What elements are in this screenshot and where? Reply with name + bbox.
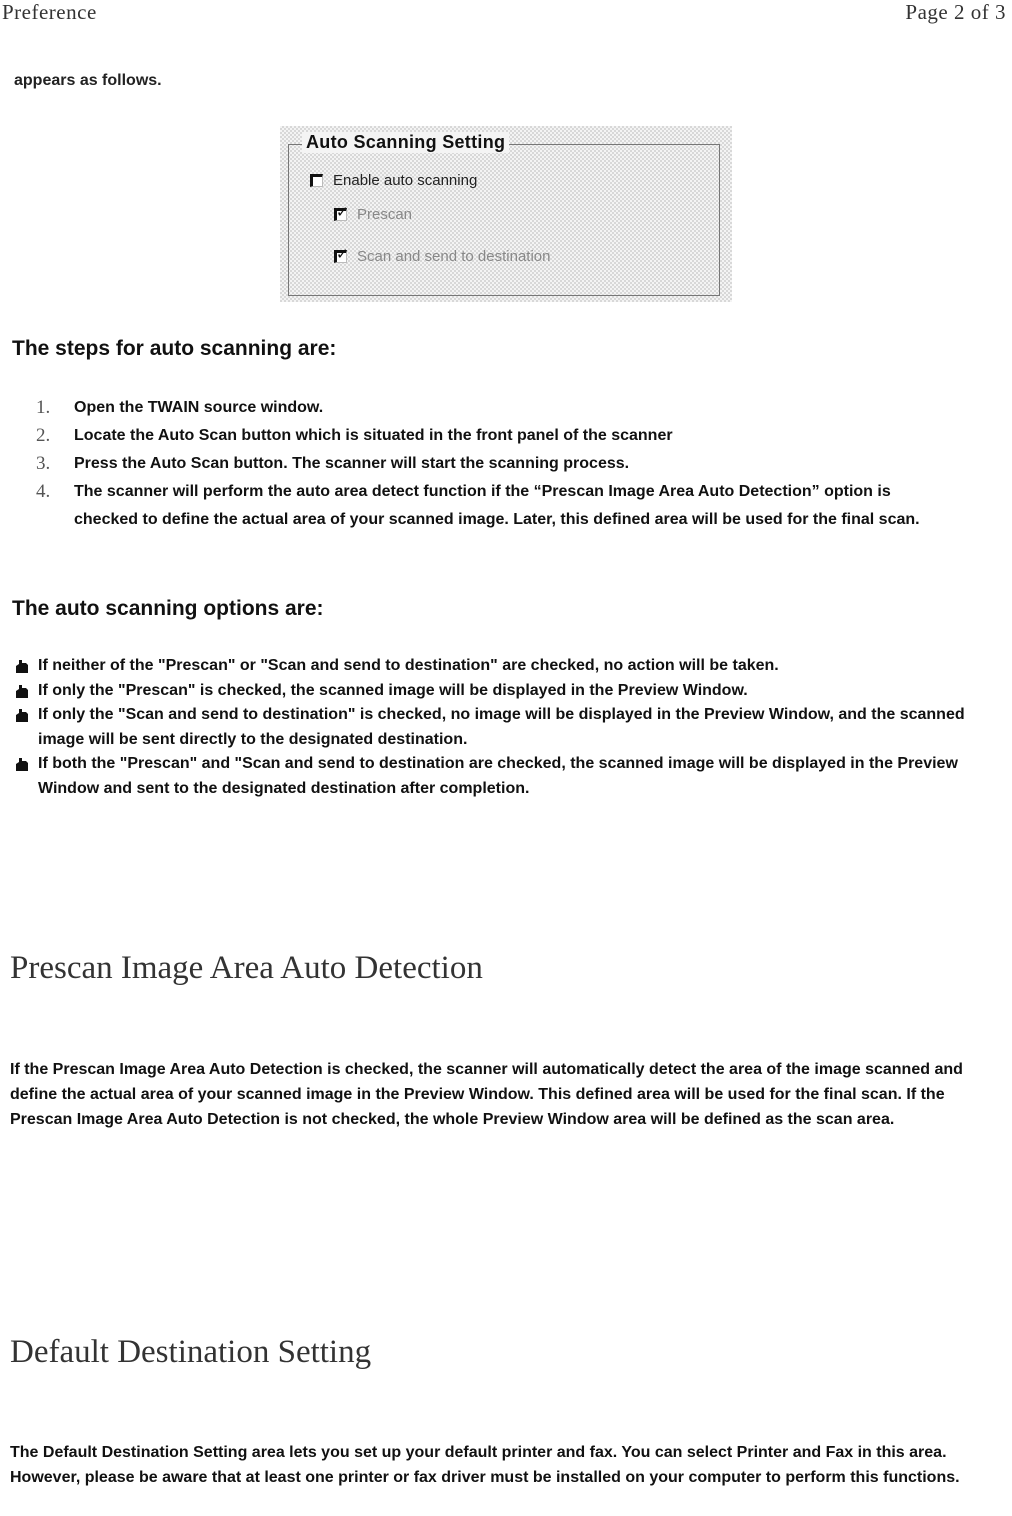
checkmark-icon: ✓: [336, 204, 349, 221]
step-text: Open the TWAIN source window.: [74, 399, 324, 416]
prescan-section-body: If the Prescan Image Area Auto Detection is checked, the scanner will automatically detect the area of the image scanned and define the actual area of your scanned image in the Preview Window. This defined area will be used for the final scan. If the Prescan Image Area Auto Detection is not checked, the whole Preview Window area will be defined as the scan area.: [10, 1061, 963, 1128]
prescan-section-title: Prescan Image Area Auto Detection: [10, 950, 483, 986]
hand-pointer-icon: [14, 708, 30, 723]
list-item: [36, 394, 936, 422]
list-item: [36, 450, 936, 478]
enable-auto-scanning-checkbox[interactable]: [310, 172, 477, 189]
step-text: The scanner will perform the auto area detect function if the “Prescan Image Area Auto Detection” option is checked to define the actual area of your scanned image. Later, this defined area will be used for the final scan.: [74, 483, 920, 528]
checkbox-label: Scan and send to destination: [357, 248, 551, 265]
step-number: 4.: [36, 481, 51, 502]
options-list: [14, 654, 974, 801]
steps-heading: The steps for auto scanning are:: [12, 337, 337, 360]
option-text: If both the "Prescan" and "Scan and send to destination are checked, the scanned image will be displayed in the Preview Window and sent to the designated destination after completion.: [38, 755, 958, 797]
step-number: 1.: [36, 397, 51, 418]
options-heading: The auto scanning options are:: [12, 597, 324, 620]
hand-pointer-icon: [14, 684, 30, 699]
destination-section-title: Default Destination Setting: [10, 1334, 372, 1370]
option-text: If only the "Prescan" is checked, the scanned image will be displayed in the Preview Window.: [38, 681, 748, 699]
hand-pointer-icon: [14, 659, 30, 674]
list-item: [14, 654, 974, 679]
checkbox-label: Enable auto scanning: [333, 172, 478, 189]
checkbox-label: Prescan: [357, 206, 413, 223]
list-item: [36, 422, 936, 450]
list-item: [14, 679, 974, 704]
groupbox-title: Auto Scanning Setting: [302, 132, 509, 153]
step-text: Press the Auto Scan button. The scanner will start the scanning process.: [74, 455, 630, 472]
steps-list: [36, 394, 936, 534]
step-number: 3.: [36, 453, 51, 474]
scan-and-send-checkbox[interactable]: [334, 248, 550, 265]
option-text: If neither of the "Prescan" or "Scan and send to destination" are checked, no action will be taken.: [38, 657, 779, 674]
step-number: 2.: [36, 425, 51, 446]
auto-scanning-setting-screenshot: [280, 126, 732, 302]
destination-section-body: The Default Destination Setting area lets you set up your default printer and fax. You can select Printer and Fax in this area. However, please be aware that at least one printer or fax driver must be installed on your computer to perform this functions.: [10, 1444, 960, 1486]
list-item: [14, 703, 974, 752]
checkbox-empty-icon: [310, 174, 323, 187]
list-item: [36, 478, 936, 534]
intro-text: appears as follows.: [14, 72, 162, 89]
option-text: If only the "Scan and send to destination" is checked, no image will be displayed in the Preview Window, and the scanned image will be sent directly to the designated destination.: [38, 706, 965, 748]
checkmark-icon: ✓: [336, 246, 349, 263]
page-number: Page 2 of 3: [905, 0, 1006, 24]
prescan-checkbox[interactable]: [334, 206, 412, 223]
list-item: [14, 752, 974, 801]
page-header-title: Preference: [2, 0, 97, 24]
hand-pointer-icon: [14, 757, 30, 772]
step-text: Locate the Auto Scan button which is situated in the front panel of the scanner: [74, 427, 673, 444]
